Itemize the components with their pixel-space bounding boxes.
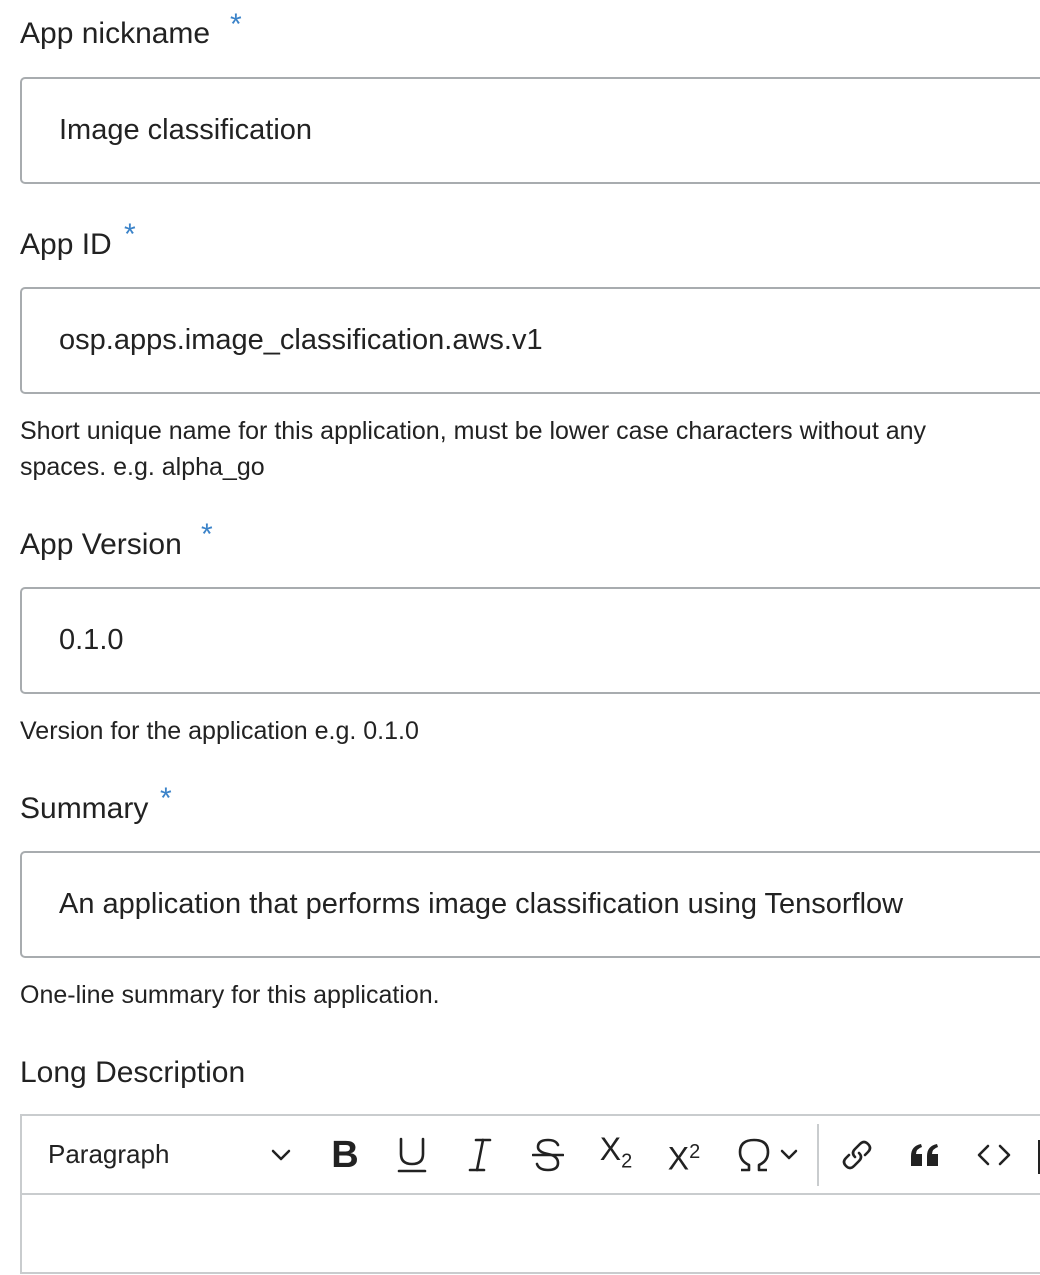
summary-field[interactable] <box>20 851 1040 958</box>
summary-input[interactable] <box>22 853 1002 956</box>
link-button[interactable] <box>837 1130 877 1180</box>
app-version-field[interactable] <box>20 587 1040 694</box>
block-format-value: Paragraph <box>48 1139 170 1169</box>
italic-button[interactable] <box>462 1130 498 1180</box>
long-description-editor-area[interactable] <box>22 1195 1040 1275</box>
superscript-icon: $X^2$ <box>667 1140 701 1177</box>
app-version-input[interactable] <box>22 589 1002 692</box>
link-icon <box>841 1139 873 1171</box>
app-id-label: App ID <box>20 228 112 261</box>
bold-button[interactable] <box>325 1130 365 1180</box>
required-marker: * <box>160 782 172 815</box>
toolbar-divider <box>817 1124 819 1186</box>
block-format-select[interactable] <box>22 1116 312 1193</box>
chevron-down-icon <box>266 1130 296 1180</box>
blockquote-button[interactable] <box>904 1130 946 1180</box>
underline-icon <box>397 1136 427 1174</box>
special-character-icon <box>736 1137 772 1173</box>
italic-icon <box>467 1137 493 1173</box>
strikethrough-button[interactable] <box>528 1130 568 1180</box>
chevron-down-icon <box>780 1149 798 1161</box>
summary-help: One-line summary for this application. <box>20 981 440 1009</box>
app-id-help-line-2: spaces. e.g. alpha_go <box>20 453 265 481</box>
app-id-field[interactable] <box>20 287 1040 394</box>
app-nickname-input[interactable] <box>22 79 1002 182</box>
subscript-button[interactable] <box>594 1130 638 1180</box>
special-character-button[interactable] <box>728 1130 806 1180</box>
subscript-icon: $X_2$ <box>599 1130 633 1173</box>
bold-icon: B <box>331 1134 359 1176</box>
required-marker: * <box>201 518 213 551</box>
editor-toolbar <box>22 1116 1040 1195</box>
code-button[interactable] <box>972 1130 1016 1180</box>
long-description-editor <box>20 1114 1040 1274</box>
blockquote-icon <box>909 1142 941 1168</box>
app-nickname-field[interactable] <box>20 77 1040 184</box>
code-icon <box>977 1143 1011 1167</box>
superscript-button[interactable] <box>662 1130 706 1180</box>
app-id-input[interactable] <box>22 289 1002 392</box>
long-description-label: Long Description <box>20 1056 246 1089</box>
app-id-help-line-1: Short unique name for this application, must be lower case characters without any <box>20 417 927 445</box>
app-nickname-label: App nickname <box>20 17 211 50</box>
underline-button[interactable] <box>394 1130 430 1180</box>
app-version-help: Version for the application e.g. 0.1.0 <box>20 717 419 745</box>
required-marker: * <box>124 218 136 251</box>
required-marker: * <box>230 8 242 41</box>
summary-label: Summary <box>20 792 149 825</box>
app-version-label: App Version <box>20 528 182 561</box>
strikethrough-icon <box>532 1137 564 1173</box>
